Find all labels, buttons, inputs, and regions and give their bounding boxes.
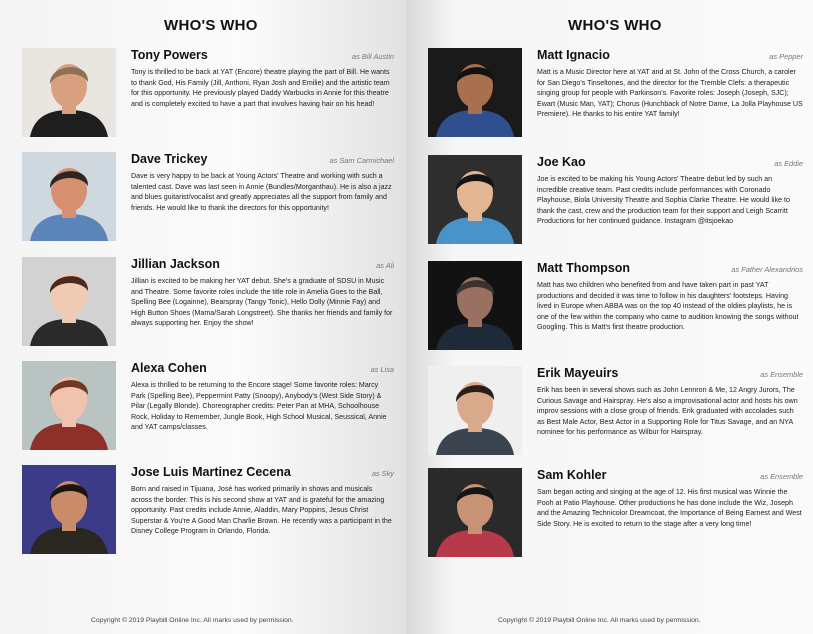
cast-role: as Lisa	[370, 365, 394, 374]
headshot-image	[428, 155, 522, 244]
headshot-photo	[22, 48, 116, 137]
headshot-photo	[428, 155, 522, 244]
copyright-notice: Copyright © 2019 Playbill Online Inc. All marks used by permission.	[91, 617, 294, 624]
left-page	[0, 0, 406, 634]
cast-bio: Joe is excited to be making his Young Actors' Theatre debut led by such an incredible creative team. Past credits include performances with Coronado Playhouse, Biola University Theatre and Sophia Clarke Theatre. He would like to thank the cast, crew and the production team for their support and Leigh Scarritt Productions for her continued guidance. Instagram @itsjoekao	[537, 175, 790, 226]
cast-bio: Matt is a Music Director here at YAT and at St. John of the Cross Church, a caroler for San Diego's Tinseltones, and the director for the Tremble Clefs: a therapeutic singing group for people with Parkinson's. Favorite roles: Joseph (Joseph, SJC); Ewart (Music Man, YAT); Chorus (Hunchback of Notre Dame, La Jolla Playhouse US Premiere). He thanks to his entire YAT family!	[537, 68, 803, 119]
cast-name: Alexa Cohen	[131, 361, 207, 375]
headshot-image	[22, 361, 116, 450]
headshot-photo	[22, 361, 116, 450]
headshot-image	[428, 261, 522, 350]
cast-name: Sam Kohler	[537, 468, 607, 482]
right-page	[406, 0, 813, 634]
cast-name: Tony Powers	[131, 48, 208, 62]
copyright-notice: Copyright © 2019 Playbill Online Inc. All marks used by permission.	[498, 617, 701, 624]
headshot-image	[22, 465, 116, 554]
cast-role: as Sam Carmichael	[329, 156, 394, 165]
cast-name: Erik Mayeuirs	[537, 366, 619, 380]
headshot-image	[22, 152, 116, 241]
cast-role: as Ensemble	[760, 472, 803, 481]
cast-entry	[428, 366, 803, 458]
cast-bio: Erik has been in several shows such as John Lennron & Me, 12 Angry Jurors, The Curious Savage and Hairspray. He's also a improvisational actor and hosts his own improv sessions with a close group of friends. Erik graduated with accolades such as Best Male Actor, Best Actor in a Supporting Role for Titus Savage, and an NYA nominee for his performance as Wilbur for Hairspray.	[537, 386, 798, 437]
headshot-photo	[22, 152, 116, 241]
cast-bio: Sam began acting and singing at the age of 12. His first musical was Winnie the Pooh at Patio Playhouse. Other productions he has done include the Wiz, Joseph and the Amazing Technicolor Dreamcoat, the Importance of Being Earnest and West Side Story. He is excited to return to the stage after a very long time!	[537, 488, 802, 528]
page-title: WHO'S WHO	[568, 17, 662, 34]
page-title: WHO'S WHO	[164, 17, 258, 34]
headshot-photo	[428, 48, 522, 137]
cast-role: as Bill Austin	[351, 52, 394, 61]
cast-entry	[22, 48, 394, 140]
headshot-photo	[22, 465, 116, 554]
cast-name: Joe Kao	[537, 155, 586, 169]
cast-entry	[22, 257, 394, 349]
cast-name: Matt Ignacio	[537, 48, 610, 62]
headshot-photo	[428, 468, 522, 557]
cast-entry	[22, 465, 394, 557]
cast-name: Jose Luis Martinez Cecena	[131, 465, 291, 479]
cast-bio: Jillian is excited to be making her YAT debut. She's a graduate of SDSU in Music and Theatre. Some favorite roles include the title role in Amelia Goes to the Ball, Spelling Bee (Logainne), Bearspray (Tangy Tonic), Hello Dolly (Minnie Fay) and High Button Shoes (Mama/Sarah Longstreet). She thanks her friends and family for always supporting her. Enjoy the show!	[131, 277, 393, 328]
cast-role: as Father Alexandrios	[731, 265, 803, 274]
cast-bio: Tony is thrilled to be back at YAT (Encore) theatre playing the part of Bill. He wants to thank God, His Family (Jill, Anthoni, Ryan Josh and Emilie) and the artistic team for this opportunity. He previously played Daddy Warbucks in Annie for this theatre and is completely excited to have a part that involves having hair on his head!	[131, 68, 390, 108]
headshot-photo	[428, 366, 522, 455]
cast-entry	[22, 361, 394, 453]
cast-name: Jillian Jackson	[131, 257, 220, 271]
headshot-image	[22, 257, 116, 346]
cast-entry	[428, 155, 803, 247]
cast-role: as Eddie	[774, 159, 803, 168]
cast-bio: Dave is very happy to be back at Young Actors' Theatre and working with such a talented cast. Dave was last seen in Annie (Bundles/Morganthau). He is also a jazz and blues guitarist/vocalist and greatly appreciates all the support from family and friends. He would like to thank the directors for this opportunity!	[131, 172, 392, 212]
cast-bio: Born and raised in Tijuana, José has worked primarily in shows and musicals across the border. This is his second show at YAT and is grateful for the amazing opportunity. Past credits include Annie, Aladdin, Mary Poppins, Jesus Christ Superstar & You're A Good Man Charlie Brown. He recently was a participant in the Disney College Program in Orlando, Florida.	[131, 485, 392, 536]
cast-entry	[22, 152, 394, 244]
cast-role: as Pepper	[769, 52, 803, 61]
cast-role: as Ali	[376, 261, 394, 270]
headshot-image	[22, 48, 116, 137]
cast-entry	[428, 261, 803, 353]
cast-name: Dave Trickey	[131, 152, 208, 166]
headshot-image	[428, 48, 522, 137]
cast-entry	[428, 468, 803, 560]
headshot-image	[428, 468, 522, 557]
headshot-image	[428, 366, 522, 455]
headshot-photo	[22, 257, 116, 346]
cast-name: Matt Thompson	[537, 261, 631, 275]
cast-bio: Alexa is thrilled to be returning to the Encore stage! Some favorite roles: Marcy Park (Spelling Bee), Peppermint Patty (Snoopy), Anybody's (West Side Story) & Pilar (Legally Blonde). Choreographer credits: Peter Pan at MHA, Schoolhouse Rock, Holiday to Remember, Jungle Book, High School Musical, Seussical, Annie and YAT camps/classes.	[131, 381, 387, 432]
cast-role: as Sky	[371, 469, 394, 478]
cast-bio: Matt has two children who benefited from and have taken part in past YAT productions and decided it was time to follow in his daughters' footsteps. Having lived in Europe when ABBA was on the top 40 instead of the oldies playlists, he is one of the few within the company who came to audition knowing the songs without Googling. This is Matt's first theatre production.	[537, 281, 799, 332]
cast-role: as Ensemble	[760, 370, 803, 379]
headshot-photo	[428, 261, 522, 350]
cast-entry	[428, 48, 803, 140]
